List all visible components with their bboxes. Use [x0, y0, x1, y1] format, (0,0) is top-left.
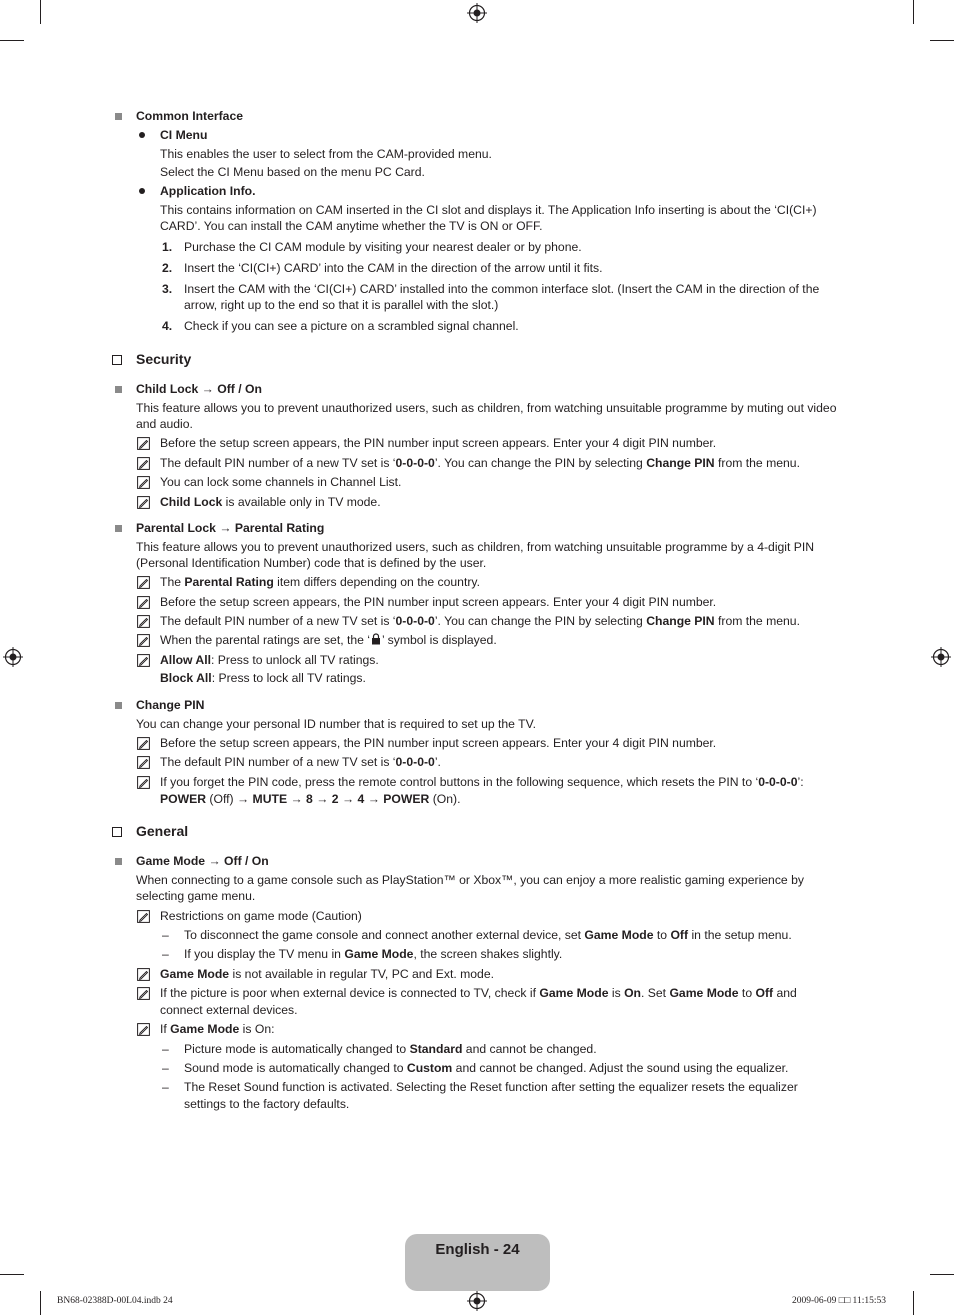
dash-bullet: –: [162, 1061, 169, 1075]
note-icon: [137, 1023, 150, 1036]
dash-text: Sound mode is automatically changed to Custom and cannot be changed. Adjust the sound using the equalizer.: [184, 1061, 789, 1075]
checkbox-bullet-icon: [112, 355, 122, 365]
child-lock-title: Child Lock → Off / On: [136, 382, 262, 396]
parental-lock-title: Parental Lock → Parental Rating: [136, 521, 325, 535]
crop-mark: [913, 1291, 914, 1315]
step-number: 1.: [162, 240, 173, 254]
note-text: Child Lock is available only in TV mode.: [160, 495, 381, 509]
note-icon: [137, 476, 150, 489]
note-text: You can lock some channels in Channel List.: [160, 475, 402, 489]
round-bullet-icon: [139, 132, 145, 138]
game-mode-desc: selecting game menu.: [136, 889, 256, 903]
note-icon: [137, 910, 150, 923]
step-text: Check if you can see a picture on a scrambled signal channel.: [184, 319, 519, 333]
note-text: If Game Mode is On:: [160, 1022, 275, 1036]
square-bullet-icon: [115, 386, 122, 393]
note-icon: [137, 596, 150, 609]
note-icon: [137, 496, 150, 509]
crop-mark: [0, 40, 24, 41]
dash-text: settings to the factory defaults.: [184, 1097, 350, 1111]
step-text: Insert the ‘CI(CI+) CARD’ into the CAM in the direction of the arrow until it fits.: [184, 261, 603, 275]
application-info-text: CARD’. You can install the CAM anytime whether the TV is ON or OFF.: [160, 219, 543, 233]
step-number: 2.: [162, 261, 173, 275]
change-pin-desc: You can change your personal ID number that is required to set up the TV.: [136, 717, 536, 731]
print-slug-date: 2009-06-09 □□ 11:15:53: [792, 1296, 886, 1306]
note-icon: [137, 776, 150, 789]
pin-reset-sequence: POWER (Off) → MUTE → 8 → 2 → 4 → POWER (On).: [160, 792, 461, 806]
note-icon: [137, 615, 150, 628]
note-icon: [137, 457, 150, 470]
crop-mark: [0, 1274, 24, 1275]
dash-bullet: –: [162, 1080, 169, 1094]
dash-text: The Reset Sound function is activated. Selecting the Reset function after setting the equalizer resets the equalizer: [184, 1080, 798, 1094]
dash-text: If you display the TV menu in Game Mode, the screen shakes slightly.: [184, 947, 563, 961]
crop-mark: [40, 1291, 41, 1315]
crop-mark: [930, 1274, 954, 1275]
ci-menu-title: CI Menu: [160, 128, 208, 142]
note-text: Before the setup screen appears, the PIN number input screen appears. Enter your 4 digit PIN number.: [160, 436, 717, 450]
registration-mark-icon: [3, 647, 23, 667]
step-number: 4.: [162, 319, 173, 333]
note-icon: [137, 756, 150, 769]
round-bullet-icon: [139, 188, 145, 194]
parental-lock-desc: (Personal Identification Number) code that is defined by the user.: [136, 556, 487, 570]
square-bullet-icon: [115, 525, 122, 532]
section-heading-general: General: [136, 823, 189, 839]
dash-bullet: –: [162, 947, 169, 961]
child-lock-desc: and audio.: [136, 417, 193, 431]
note-icon: [137, 737, 150, 750]
square-bullet-icon: [115, 702, 122, 709]
step-text: Insert the CAM with the ‘CI(CI+) CARD’ installed into the common interface slot. (Insert the CAM in the direction of the: [184, 282, 820, 296]
note-text: Restrictions on game mode (Caution): [160, 909, 362, 923]
note-icon: [137, 437, 150, 450]
note-text: Before the setup screen appears, the PIN number input screen appears. Enter your 4 digit PIN number.: [160, 595, 717, 609]
crop-mark: [930, 40, 954, 41]
note-text: The Parental Rating item differs depending on the country.: [160, 575, 480, 589]
note-text: Game Mode is not available in regular TV, PC and Ext. mode.: [160, 967, 494, 981]
note-text: connect external devices.: [160, 1003, 298, 1017]
dash-text: Picture mode is automatically changed to Standard and cannot be changed.: [184, 1042, 597, 1056]
step-number: 3.: [162, 282, 173, 296]
dash-bullet: –: [162, 1042, 169, 1056]
page-number: English - 24: [435, 1241, 520, 1258]
registration-mark-icon: [467, 1291, 487, 1311]
note-icon: [137, 654, 150, 667]
parental-lock-desc: This feature allows you to prevent unauthorized users, such as children, from watching unsuitable programme by a 4-digit PIN: [136, 540, 815, 554]
registration-mark-icon: [931, 647, 951, 667]
note-text: Allow All: Press to unlock all TV ratings.: [160, 653, 379, 667]
checkbox-bullet-icon: [112, 827, 122, 837]
game-mode-title: Game Mode → Off / On: [136, 854, 269, 868]
ci-menu-text: This enables the user to select from the CAM-provided menu.: [160, 147, 492, 161]
application-info-text: This contains information on CAM inserted in the CI slot and displays it. The Application Info inserting is about the ‘CI(CI+): [160, 203, 817, 217]
square-bullet-icon: [115, 858, 122, 865]
note-text: If the picture is poor when external device is connected to TV, check if Game Mode is On. Set Game Mode to Off and: [160, 986, 797, 1000]
note-text: The default PIN number of a new TV set is ‘0-0-0-0’.: [160, 755, 441, 769]
note-text: Block All: Press to lock all TV ratings.: [160, 671, 366, 685]
note-icon: [137, 987, 150, 1000]
child-lock-desc: This feature allows you to prevent unauthorized users, such as children, from watching unsuitable programme by muting out video: [136, 401, 837, 415]
note-text: The default PIN number of a new TV set is ‘0-0-0-0’. You can change the PIN by selecting Change PIN from the menu.: [160, 456, 800, 470]
change-pin-title: Change PIN: [136, 698, 205, 712]
print-slug-file: BN68-02388D-00L04.indb 24: [57, 1296, 173, 1306]
crop-mark: [40, 0, 41, 24]
dash-text: To disconnect the game console and connect another external device, set Game Mode to Off in the setup menu.: [184, 928, 792, 942]
note-icon: [137, 634, 150, 647]
section-title-common-interface: Common Interface: [136, 109, 243, 123]
square-bullet-icon: [115, 113, 122, 120]
registration-mark-icon: [467, 3, 487, 23]
note-text: Before the setup screen appears, the PIN number input screen appears. Enter your 4 digit PIN number.: [160, 736, 717, 750]
note-icon: [137, 576, 150, 589]
step-text: arrow, right up to the end so that it is parallel with the slot.): [184, 298, 499, 312]
note-text: When the parental ratings are set, the ‘ ’ symbol is displayed.: [160, 633, 497, 647]
note-text: If you forget the PIN code, press the remote control buttons in the following sequence, which resets the PIN to ‘0-0-0-0’:: [160, 775, 804, 789]
game-mode-desc: When connecting to a game console such as PlayStation™ or Xbox™, you can enjoy a more realistic gaming experience by: [136, 873, 804, 887]
section-heading-security: Security: [136, 351, 192, 367]
crop-mark: [913, 0, 914, 24]
note-text: The default PIN number of a new TV set is ‘0-0-0-0’. You can change the PIN by selecting Change PIN from the menu.: [160, 614, 800, 628]
lock-icon: [371, 633, 381, 645]
note-icon: [137, 968, 150, 981]
application-info-title: Application Info.: [160, 184, 256, 198]
ci-menu-text: Select the CI Menu based on the menu PC Card.: [160, 165, 425, 179]
dash-bullet: –: [162, 928, 169, 942]
step-text: Purchase the CI CAM module by visiting your nearest dealer or by phone.: [184, 240, 582, 254]
